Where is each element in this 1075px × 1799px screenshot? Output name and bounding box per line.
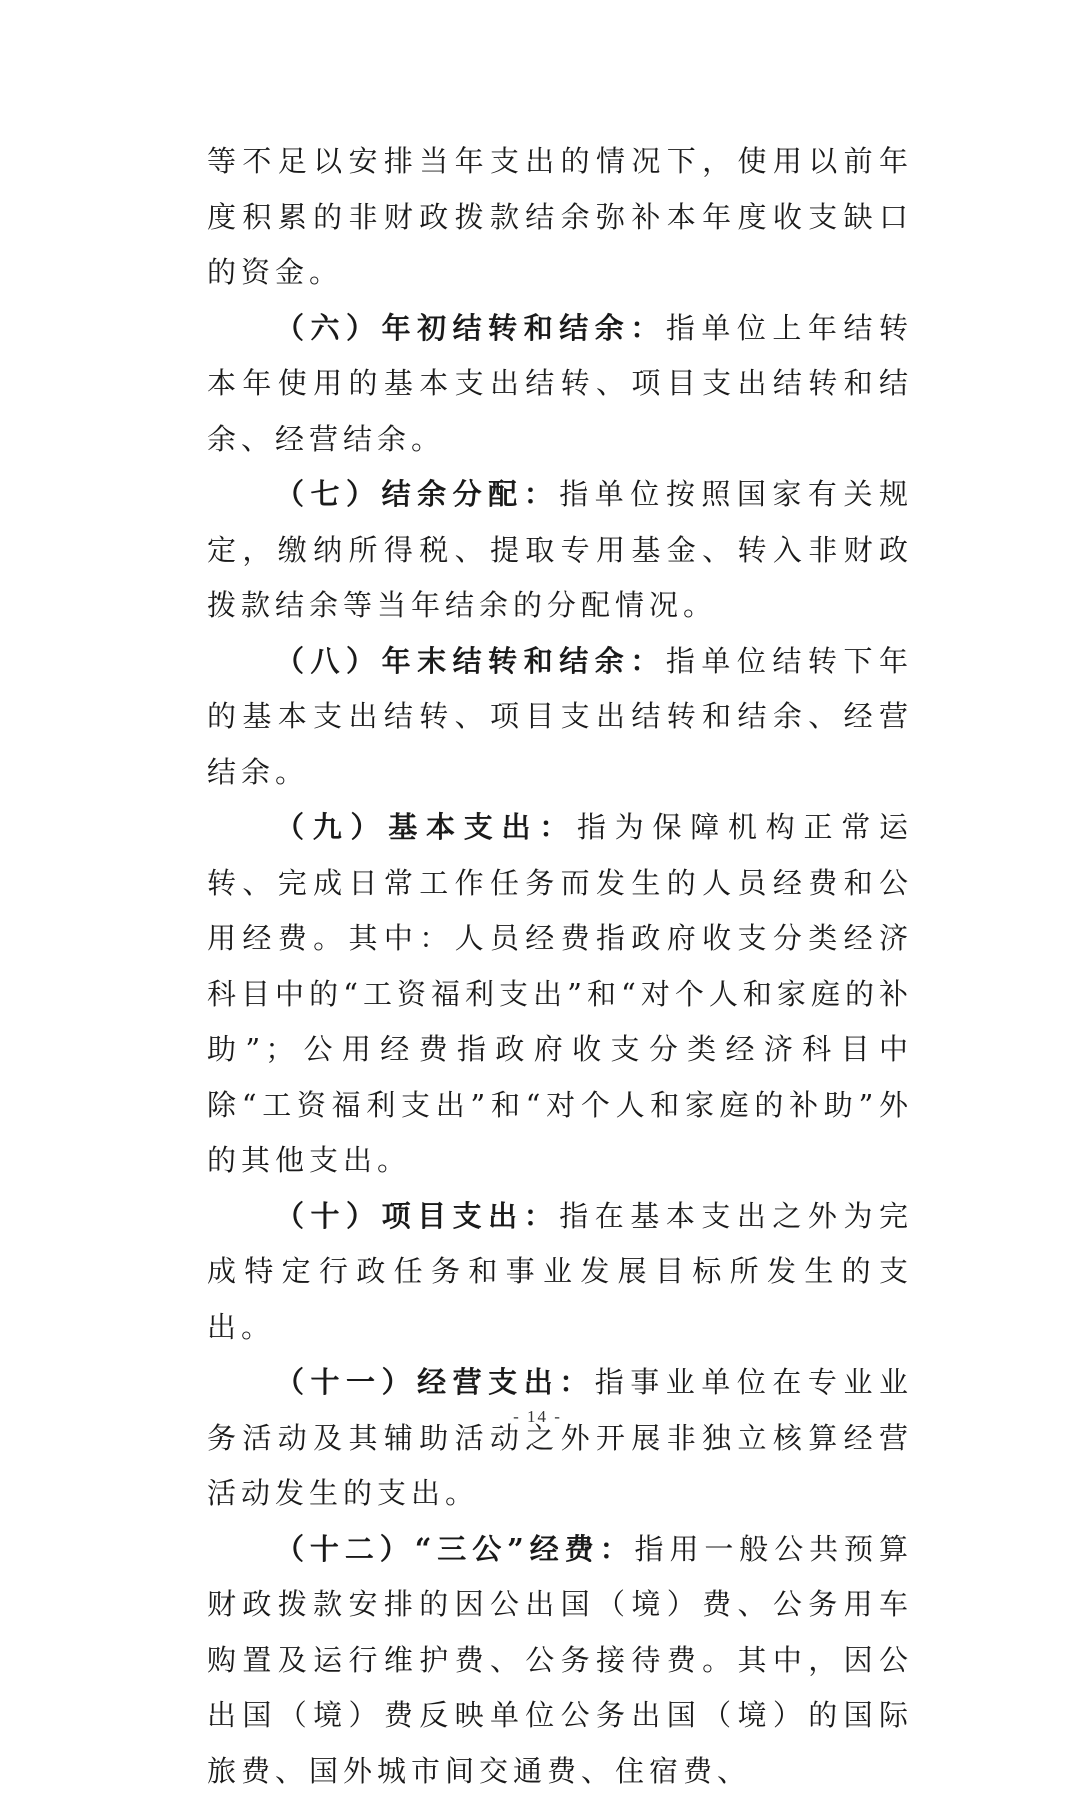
paragraph-term: （十）项目支出： bbox=[275, 1199, 559, 1233]
paragraph-term: （九）基本支出： bbox=[275, 810, 577, 844]
paragraph-project-expenditure bbox=[207, 1189, 913, 1356]
paragraph-three-public-expenses bbox=[207, 1522, 913, 1799]
paragraph-term: （十二）“三公”经费： bbox=[275, 1532, 635, 1566]
paragraph-term: （十一）经营支出： bbox=[275, 1365, 595, 1399]
paragraph-term: （八）年末结转和结余： bbox=[275, 644, 666, 678]
paragraph-surplus-distribution bbox=[207, 467, 913, 634]
paragraph-text: 指用一般公共预算财政拨款安排的因公出国（境）费、公务用车购置及运行维护费、公务接待费。其中，因公出国（境）费反映单位公务出国（境）的国际旅费、国外城市间交通费、住宿费、 bbox=[207, 1532, 913, 1788]
paragraph-text: 指为保障机构正常运转、完成日常工作任务而发生的人员经费和公用经费。其中：人员经费指政府收支分类经济科目中的“工资福利支出”和“对个人和家庭的补助”；公用经费指政府收支分类经济科目中除“工资福利支出”和“对个人和家庭的补助”外的其他支出。 bbox=[207, 810, 913, 1177]
paragraph-text: 指事业单位在专业业务活动及其辅助活动之外开展非独立核算经营活动发生的支出。 bbox=[207, 1365, 913, 1510]
paragraph-beginning-balance bbox=[207, 301, 913, 468]
document-body bbox=[207, 134, 913, 1799]
paragraph-text: 指单位上年结转本年使用的基本支出结转、项目支出结转和结余、经营结余。 bbox=[207, 311, 913, 456]
paragraph-text: 等不足以安排当年支出的情况下，使用以前年度积累的非财政拨款结余弥补本年度收支缺口的资金。 bbox=[207, 144, 913, 289]
page-number: - 14 - bbox=[0, 1407, 1075, 1427]
paragraph-text: 指在基本支出之外为完成特定行政任务和事业发展目标所发生的支出。 bbox=[207, 1199, 913, 1344]
paragraph-basic-expenditure bbox=[207, 800, 913, 1189]
paragraph-term: （七）结余分配： bbox=[275, 477, 559, 511]
paragraph-text: 指单位按照国家有关规定，缴纳所得税、提取专用基金、转入非财政拨款结余等当年结余的分配情况。 bbox=[207, 477, 913, 622]
paragraph-ending-balance bbox=[207, 634, 913, 801]
paragraph-continuation bbox=[207, 134, 913, 301]
paragraph-text: 指单位结转下年的基本支出结转、项目支出结转和结余、经营结余。 bbox=[207, 644, 913, 789]
paragraph-term: （六）年初结转和结余： bbox=[275, 311, 666, 345]
paragraph-operating-expenditure bbox=[207, 1355, 913, 1522]
